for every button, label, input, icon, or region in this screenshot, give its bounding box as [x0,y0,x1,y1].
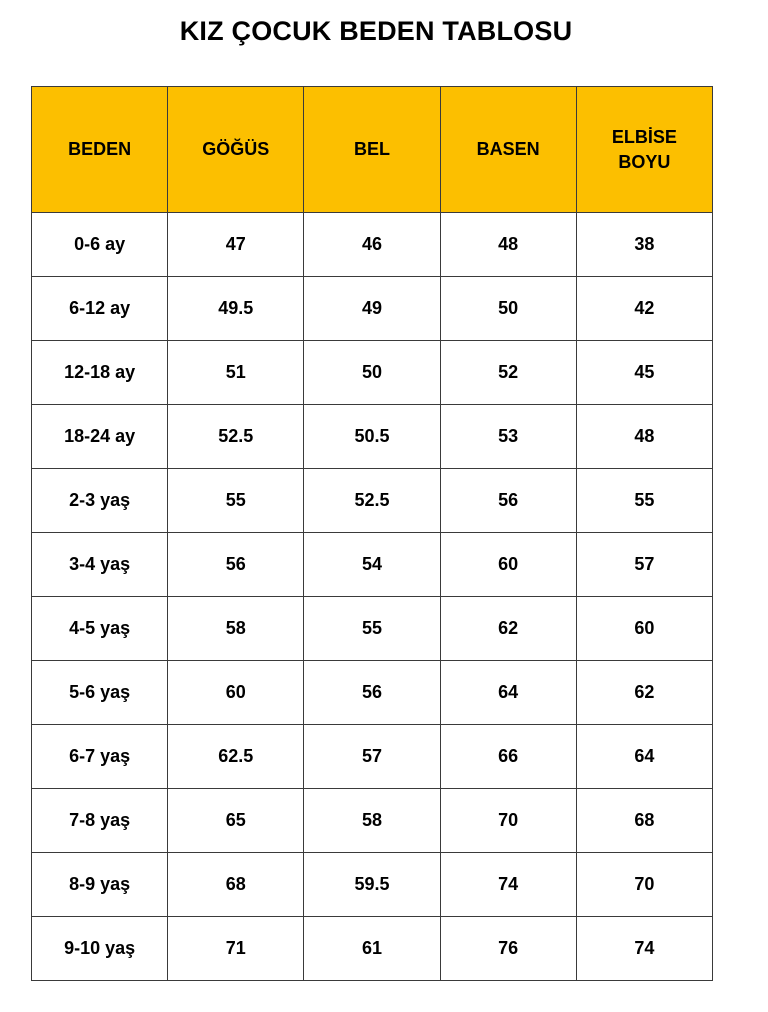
cell-basen: 76 [440,917,576,981]
table-row [32,341,713,405]
cell-elbise-boyu: 57 [576,533,712,597]
size-table [31,86,713,981]
cell-basen: 60 [440,533,576,597]
cell-basen: 56 [440,469,576,533]
cell-bel: 55 [304,597,440,661]
cell-beden: 3-4 yaş [32,533,168,597]
cell-gogus: 49.5 [168,277,304,341]
cell-elbise-boyu: 48 [576,405,712,469]
cell-bel: 61 [304,917,440,981]
cell-gogus: 55 [168,469,304,533]
cell-bel: 50.5 [304,405,440,469]
cell-gogus: 47 [168,213,304,277]
header-gogus: GÖĞÜS [168,87,304,213]
cell-beden: 4-5 yaş [32,597,168,661]
cell-elbise-boyu: 64 [576,725,712,789]
cell-bel: 46 [304,213,440,277]
table-row [32,917,713,981]
cell-elbise-boyu: 42 [576,277,712,341]
cell-beden: 5-6 yaş [32,661,168,725]
cell-beden: 12-18 ay [32,341,168,405]
cell-basen: 48 [440,213,576,277]
header-basen: BASEN [440,87,576,213]
header-beden: BEDEN [32,87,168,213]
cell-gogus: 60 [168,661,304,725]
table-row [32,405,713,469]
table-row [32,213,713,277]
cell-bel: 57 [304,725,440,789]
cell-basen: 52 [440,341,576,405]
cell-gogus: 56 [168,533,304,597]
cell-elbise-boyu: 45 [576,341,712,405]
cell-beden: 7-8 yaş [32,789,168,853]
cell-bel: 49 [304,277,440,341]
cell-bel: 59.5 [304,853,440,917]
cell-beden: 6-12 ay [32,277,168,341]
cell-beden: 2-3 yaş [32,469,168,533]
cell-elbise-boyu: 55 [576,469,712,533]
cell-basen: 64 [440,661,576,725]
cell-basen: 53 [440,405,576,469]
cell-beden: 8-9 yaş [32,853,168,917]
cell-basen: 50 [440,277,576,341]
cell-gogus: 52.5 [168,405,304,469]
cell-beden: 0-6 ay [32,213,168,277]
cell-bel: 52.5 [304,469,440,533]
cell-gogus: 65 [168,789,304,853]
table-row [32,277,713,341]
cell-basen: 62 [440,597,576,661]
cell-elbise-boyu: 38 [576,213,712,277]
table-row [32,469,713,533]
table-row [32,661,713,725]
table-row [32,725,713,789]
cell-elbise-boyu: 60 [576,597,712,661]
table-row [32,533,713,597]
cell-gogus: 58 [168,597,304,661]
cell-bel: 54 [304,533,440,597]
table-row [32,597,713,661]
cell-basen: 66 [440,725,576,789]
cell-gogus: 68 [168,853,304,917]
table-row [32,789,713,853]
cell-gogus: 51 [168,341,304,405]
cell-beden: 6-7 yaş [32,725,168,789]
page-title: KIZ ÇOCUK BEDEN TABLOSU [179,16,573,46]
cell-basen: 74 [440,853,576,917]
cell-basen: 70 [440,789,576,853]
cell-bel: 58 [304,789,440,853]
cell-gogus: 71 [168,917,304,981]
cell-elbise-boyu: 74 [576,917,712,981]
cell-gogus: 62.5 [168,725,304,789]
cell-beden: 18-24 ay [32,405,168,469]
cell-bel: 56 [304,661,440,725]
table-row [32,853,713,917]
cell-elbise-boyu: 62 [576,661,712,725]
cell-beden: 9-10 yaş [32,917,168,981]
cell-bel: 50 [304,341,440,405]
cell-elbise-boyu: 70 [576,853,712,917]
table-header-row [32,87,713,213]
cell-elbise-boyu: 68 [576,789,712,853]
header-elbise-boyu: ELBİSE BOYU [576,87,712,213]
header-bel: BEL [304,87,440,213]
